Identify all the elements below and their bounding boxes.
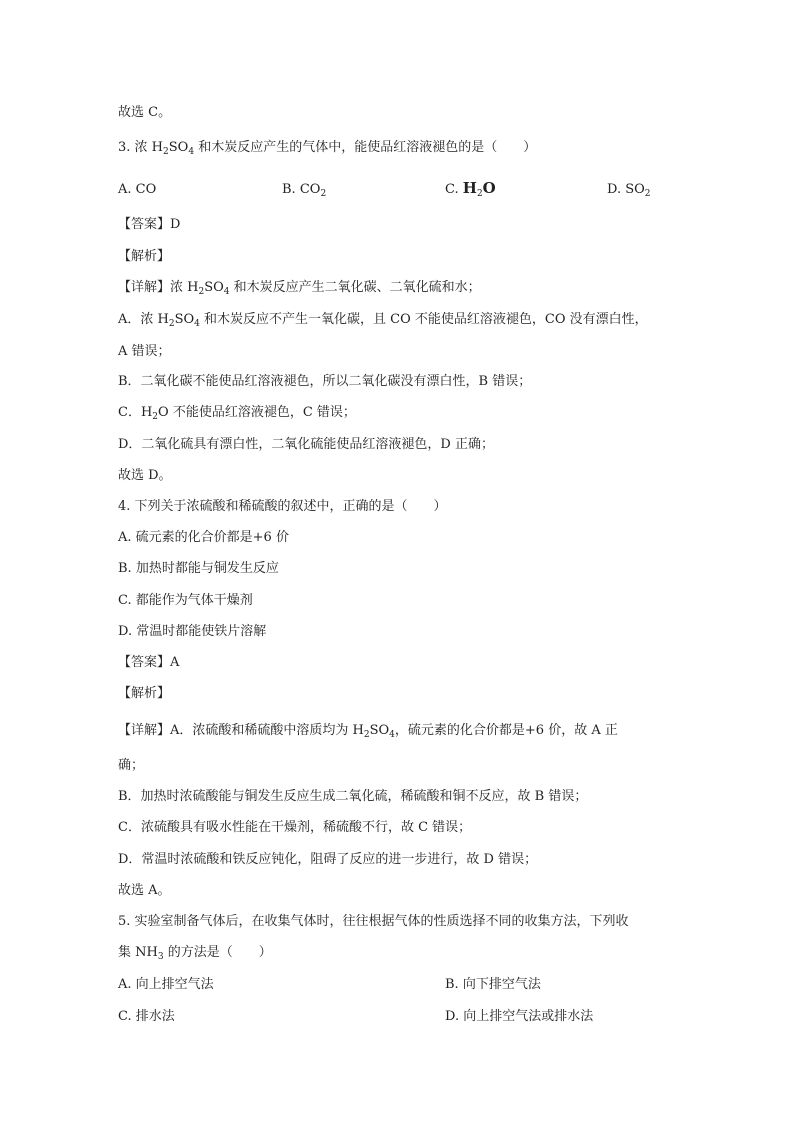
question-3: 3. 浓 $H_2SO_4$ 和木炭反应产生的气体中，能使品红溶液褪色的是（ ） xyxy=(118,140,537,157)
detail-4-c: C．浓硫酸具有吸水性能在干燥剂，稀硫酸不行，故 C 错误； xyxy=(118,820,472,835)
option-c: C. 都能作为气体干燥剂 xyxy=(118,593,253,608)
text-line: 确； xyxy=(118,758,145,773)
question-5: 5. 实验室制备气体后，在收集气体时，往往根据气体的性质选择不同的收集方法，下列收 xyxy=(118,914,629,929)
text-line: 故选 C。 xyxy=(118,105,172,120)
detail-4-b: B．加热时浓硫酸能与铜发生反应生成二氧化硫，稀硫酸和铜不反应，故 B 错误； xyxy=(118,789,588,804)
answer-3: 【答案】D xyxy=(118,217,181,232)
option-a: A. 硫元素的化合价都是+6 价 xyxy=(118,530,289,545)
text-line: A 错误； xyxy=(118,344,171,359)
detail-4: 【详解】A．浓硫酸和稀硫酸中溶质均为 $H_2SO_4$，硫元素的化合价都是+6 价，故 A 正 xyxy=(118,723,618,740)
option-a: A. 向上排空气法 xyxy=(118,977,214,992)
option-c: C. 排水法 xyxy=(118,1009,175,1024)
answer-4: 【答案】A xyxy=(118,655,180,670)
question-5-cont: 集 $NH_3$ 的方法是（ ） xyxy=(118,945,272,962)
detail-3-b: B．二氧化碳不能使品红溶液褪色，所以二氧化碳没有漂白性，B 错误； xyxy=(118,374,532,389)
option-d: D. 向上排空气法或排水法 xyxy=(445,1009,594,1024)
option-d: D. 常温时都能使铁片溶解 xyxy=(118,624,267,639)
option-b: B. 向下排空气法 xyxy=(445,977,541,992)
question-4: 4. 下列关于浓硫酸和稀硫酸的叙述中，正确的是（ ） xyxy=(118,499,447,514)
analysis-3: 【解析】 xyxy=(118,249,171,264)
detail-3-a: A．浓 $H_2SO_4$ 和木炭反应不产生一氧化碳，且 CO 不能使品红溶液褪色，CO 没有漂白性， xyxy=(118,312,648,329)
option-c: C. $H_2O$ xyxy=(445,179,496,199)
detail-3-d: D．二氧化硫具有漂白性，二氧化硫能使品红溶液褪色，D 正确； xyxy=(118,437,494,452)
option-d: D. $SO_2$ xyxy=(607,182,651,199)
conclusion-4: 故选 A。 xyxy=(118,883,171,898)
detail-4-d: D．常温时浓硫酸和铁反应钝化，阻碍了反应的进一步进行，故 D 错误； xyxy=(118,852,538,867)
detail-3: 【详解】浓 $H_2SO_4$ 和木炭反应产生二氧化碳、二氧化硫和水； xyxy=(118,280,481,297)
option-b: B. 加热时都能与铜发生反应 xyxy=(118,561,279,576)
option-b: B. $CO_2$ xyxy=(282,182,327,199)
option-a: A. CO xyxy=(118,182,157,197)
detail-3-c: C．$H_2O$ 不能使品红溶液褪色，C 错误； xyxy=(118,405,356,422)
conclusion-3: 故选 D。 xyxy=(118,468,172,483)
analysis-4: 【解析】 xyxy=(118,686,171,701)
